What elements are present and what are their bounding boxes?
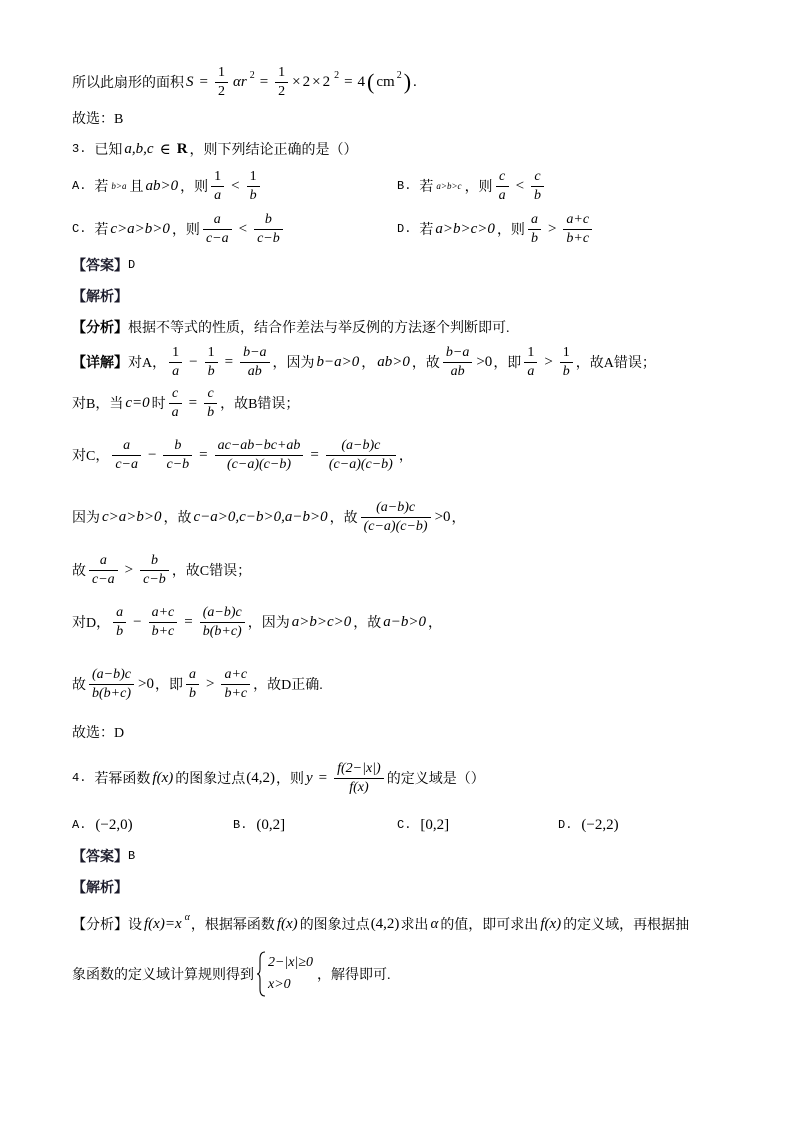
math-set-symbol: R: [176, 140, 188, 157]
fraction: [560, 345, 573, 380]
math-expression: 4: [357, 73, 366, 90]
math-operator: =: [188, 394, 198, 411]
math-expression: a,b,c: [124, 140, 154, 157]
fraction-denominator: ab: [247, 363, 262, 379]
fraction-denominator: b(b+c): [202, 623, 242, 639]
math-operator: =: [344, 73, 353, 90]
math-expression: ab>0: [377, 353, 410, 370]
fraction: [215, 438, 304, 473]
text-run: 【分析】设: [72, 918, 142, 933]
fraction-denominator: c−b: [143, 571, 166, 587]
fraction-denominator: b+c: [151, 623, 175, 639]
fraction-denominator: b: [207, 363, 215, 379]
fraction-numerator: (a−b)c: [326, 438, 396, 456]
fraction: [204, 386, 217, 421]
section-heading: 【解析】: [72, 881, 128, 896]
analysis-line-1: [72, 904, 689, 944]
math-expression: c>a>b>0: [102, 508, 162, 525]
parenthesis: (: [367, 69, 375, 94]
option-label: D.: [397, 222, 412, 236]
question-number: 3.: [72, 142, 87, 156]
unit-text: cm: [376, 73, 395, 90]
math-operator: ∈: [159, 141, 171, 158]
math-expression: f(x): [152, 769, 174, 786]
fraction-numerator: a: [528, 212, 541, 230]
option-label: B.: [233, 818, 248, 832]
fraction-numerator: a: [203, 212, 232, 230]
text-run: ，故D正确.: [253, 678, 323, 693]
superscript: 2: [396, 69, 402, 81]
fraction: [200, 605, 245, 640]
fraction: [89, 667, 134, 702]
fraction-denominator: c−b: [166, 456, 190, 472]
fraction-numerator: 1: [205, 345, 218, 363]
punctuation: .: [413, 73, 417, 90]
option-c: [397, 805, 450, 845]
fraction-denominator: a: [171, 404, 179, 420]
fraction-denominator: b(b+c): [92, 685, 131, 701]
detail-d-line-2: [72, 664, 323, 704]
text-run: ，即: [493, 356, 522, 371]
question-4-stem: [72, 758, 485, 798]
fraction: [163, 438, 192, 473]
text-run: ，则: [496, 223, 525, 238]
fraction: [169, 386, 182, 421]
fraction-denominator: b: [530, 230, 538, 246]
math-expression: a>b>c: [436, 181, 462, 191]
text-run: ，解得即可.: [317, 968, 391, 983]
superscript: 2: [334, 69, 340, 81]
math-expression: S: [186, 73, 194, 90]
text-run: 故: [72, 564, 86, 579]
fraction: [140, 553, 169, 588]
text-run: 对C，: [72, 449, 110, 464]
math-expression: >0: [476, 353, 493, 370]
text-run: 的图象过点: [299, 918, 370, 933]
text-run: ，: [428, 616, 443, 631]
text-run: ，则: [275, 772, 304, 787]
fraction-numerator: f(2−|x|): [334, 761, 384, 779]
fraction: [112, 438, 141, 473]
math-expression: ab>0: [145, 177, 179, 194]
area-formula-line: [72, 62, 418, 102]
fraction-numerator: 1: [211, 169, 224, 187]
inequality-system: [268, 952, 313, 996]
math-operator: −: [189, 353, 198, 370]
text-run: ，故: [353, 616, 382, 631]
text-run: 且: [129, 180, 144, 195]
math-operator: =: [310, 446, 319, 463]
fraction-numerator: b: [140, 553, 169, 571]
answer-value: B: [128, 849, 136, 863]
option-text: [0,2]: [420, 816, 450, 833]
fraction: [221, 667, 250, 702]
text-run: 若: [419, 180, 434, 195]
analysis-line: [72, 307, 510, 347]
math-operator: >: [205, 675, 215, 692]
math-operator: =: [259, 73, 269, 90]
fraction-denominator: b: [534, 187, 542, 203]
fraction-numerator: ac−ab−bc+ab: [215, 438, 304, 456]
fraction-numerator: a: [112, 438, 141, 456]
fraction: [211, 169, 224, 204]
fraction-numerator: a: [89, 553, 118, 571]
fraction-denominator: c−a: [115, 456, 139, 472]
fraction-denominator: 2: [217, 83, 225, 99]
text-run: 若: [419, 223, 434, 238]
math-expression: c−a>0,c−b>0,a−b>0: [193, 508, 328, 525]
fraction-denominator: c−a: [92, 571, 115, 587]
fraction-denominator: b: [188, 685, 196, 701]
fraction-numerator: c: [531, 169, 544, 187]
option-label: B.: [397, 179, 412, 193]
math-expression: α: [430, 915, 439, 932]
fraction-denominator: f(x): [349, 779, 369, 795]
text-run: 时: [151, 397, 166, 412]
fraction-denominator: (c−a)(c−b): [363, 518, 428, 534]
fraction-numerator: 1: [247, 169, 260, 187]
text-run: 已知: [94, 143, 123, 158]
math-operator: =: [184, 613, 193, 630]
fraction-denominator: c−b: [257, 230, 280, 246]
math-expression: y: [305, 769, 313, 786]
fraction-numerator: 1: [560, 345, 573, 363]
math-operator: >: [547, 220, 557, 237]
math-expression: b>a: [111, 181, 127, 191]
analysis-heading: [72, 867, 128, 907]
text-run: ，故: [411, 356, 440, 371]
math-operator: =: [199, 446, 208, 463]
fraction-denominator: b: [562, 363, 570, 379]
text-run: ，: [361, 356, 376, 371]
fraction: [326, 438, 396, 473]
fraction: [531, 169, 544, 204]
fraction: [275, 65, 288, 100]
fraction-denominator: 2: [278, 83, 286, 99]
fraction: [524, 345, 537, 380]
text-run: 对D，: [72, 616, 111, 631]
math-operator: >: [124, 561, 134, 578]
fraction-denominator: b+c: [566, 230, 590, 246]
text-run: ，故: [163, 511, 192, 526]
fraction-numerator: c: [496, 169, 509, 187]
superscript: 2: [249, 69, 255, 81]
detail-d-line-1: [72, 602, 442, 642]
fraction-numerator: b: [254, 212, 283, 230]
fraction-numerator: a: [186, 667, 199, 685]
math-expression: ×2×2: [292, 73, 333, 90]
text-run: ，故A错误；: [575, 356, 656, 371]
section-label: 【详解】: [72, 356, 128, 371]
fraction-denominator: a: [498, 187, 506, 203]
option-b: [233, 805, 286, 845]
fraction-numerator: 1: [524, 345, 537, 363]
fraction-numerator: (a−b)c: [89, 667, 134, 685]
text-run: ，则下列结论正确的是（）: [189, 143, 358, 158]
fraction-denominator: (c−a)(c−b): [328, 456, 393, 472]
option-a: [72, 166, 263, 206]
text-run: ，: [451, 511, 466, 526]
text-run: ，故B错误；: [220, 397, 300, 412]
fraction-numerator: a+c: [149, 605, 178, 623]
text-run: ，: [398, 449, 413, 464]
inequality-row: 2−|x|≥0: [268, 955, 314, 970]
answer-label: 【答案】: [72, 850, 128, 865]
text-run: ，因为: [272, 356, 315, 371]
text-run: 的图象过点: [175, 772, 246, 787]
fraction: [361, 500, 431, 535]
text-run: 的值，即可求出: [440, 918, 539, 933]
text-run: ，故C错误；: [171, 564, 252, 579]
fraction: [203, 212, 232, 247]
question-number: 4.: [72, 771, 87, 785]
fraction-numerator: b: [163, 438, 192, 456]
option-b: [397, 166, 547, 206]
fraction-numerator: a+c: [563, 212, 592, 230]
text-run: ，根据幂函数: [190, 918, 275, 933]
option-label: A.: [72, 818, 87, 832]
text-run: 故选：B: [72, 112, 124, 127]
text-run: 的定义域是（）: [386, 772, 485, 787]
fraction-denominator: a: [172, 363, 180, 379]
option-text: (0,2]: [256, 816, 286, 833]
fraction: [528, 212, 541, 247]
text-run: 求出: [400, 918, 429, 933]
fraction-denominator: b: [249, 187, 257, 203]
math-operator: <: [238, 220, 248, 237]
fraction-denominator: b+c: [224, 685, 248, 701]
fraction-numerator: 1: [169, 345, 182, 363]
detail-b-line: [72, 383, 299, 423]
fraction-denominator: b: [116, 623, 124, 639]
math-operator: <: [231, 177, 240, 194]
math-expression: (4,2): [246, 769, 275, 786]
text-run: ，则: [180, 180, 209, 195]
inequality-row: x>0: [268, 977, 291, 992]
left-brace-icon: [256, 951, 266, 997]
math-expression: αr: [232, 73, 247, 90]
fraction-numerator: b−a: [240, 345, 269, 363]
option-label: A.: [72, 179, 87, 193]
answer-label: 【答案】: [72, 259, 128, 274]
math-expression: >0: [434, 508, 451, 525]
superscript: α: [184, 911, 190, 923]
text-run: 所以此扇形的面积: [72, 76, 184, 91]
math-expression: b−a>0: [316, 353, 360, 370]
math-operator: <: [515, 177, 525, 194]
text-run: 根据不等式的性质，结合作差法与举反例的方法逐个判断即可.: [128, 321, 510, 336]
math-expression: f(x)=x: [144, 915, 182, 932]
fraction: [443, 345, 472, 380]
math-operator: −: [148, 446, 157, 463]
analysis-line-2: [72, 949, 391, 999]
fraction-numerator: (a−b)c: [200, 605, 245, 623]
fraction: [215, 65, 228, 100]
fraction-numerator: c: [204, 386, 217, 404]
text-run: 若: [94, 223, 109, 238]
text-run: 对A，: [128, 356, 167, 371]
math-expression: >0: [138, 675, 154, 692]
math-operator: =: [318, 769, 328, 786]
text-run: 故: [72, 678, 86, 693]
math-expression: f(x): [540, 915, 562, 932]
fraction: [113, 605, 126, 640]
option-d: [558, 805, 620, 845]
option-text: (−2,2): [581, 816, 619, 833]
detail-c-line-1: [72, 435, 413, 475]
fraction: [563, 212, 592, 247]
fraction: [254, 212, 283, 247]
text-run: 若: [94, 180, 109, 195]
text-run: 若幂函数: [94, 772, 151, 787]
math-expression: c>a>b>0: [110, 220, 170, 237]
parenthesis: ): [403, 69, 412, 94]
fraction: [247, 169, 260, 204]
math-expression: a>b>c>0: [291, 613, 352, 630]
fraction: [169, 345, 182, 380]
text-run: 因为: [72, 511, 100, 526]
text-run: 对B，当: [72, 397, 124, 412]
fraction: [89, 553, 118, 588]
math-operator: =: [199, 73, 208, 90]
text-run: 故选：D: [72, 726, 125, 741]
text-run: ，故: [329, 511, 358, 526]
detail-c-line-2: [72, 497, 466, 537]
option-label: C.: [72, 222, 87, 236]
option-d: [397, 209, 595, 249]
option-text: (−2,0): [95, 816, 133, 833]
option-label: C.: [397, 818, 412, 832]
fraction: [334, 761, 384, 796]
math-expression: a−b>0: [383, 613, 427, 630]
option-c: [72, 209, 286, 249]
text-run: 的定义域，再根据抽: [563, 918, 690, 933]
question-3-stem: [72, 129, 358, 169]
answer-value: D: [128, 258, 136, 272]
fraction-numerator: 1: [215, 65, 228, 83]
fraction-numerator: c: [169, 386, 182, 404]
fraction: [149, 605, 178, 640]
fraction: [240, 345, 269, 380]
fraction-numerator: b−a: [443, 345, 472, 363]
fraction-denominator: a: [527, 363, 535, 379]
detail-c-line-3: [72, 550, 251, 590]
fraction-numerator: a: [113, 605, 126, 623]
fraction-denominator: c−a: [205, 230, 229, 246]
text-run: 象函数的定义域计算规则得到: [72, 968, 254, 983]
option-label: D.: [558, 818, 573, 832]
fraction: [186, 667, 199, 702]
fraction: [205, 345, 218, 380]
math-operator: =: [224, 353, 234, 370]
math-expression: (4,2): [370, 915, 400, 932]
text-run: ，因为: [247, 616, 290, 631]
math-operator: −: [133, 613, 142, 630]
detail-a-line: [72, 342, 656, 382]
math-expression: f(x): [276, 915, 298, 932]
text-run: ，即: [154, 678, 183, 693]
text-run: ，则: [171, 223, 200, 238]
fraction-numerator: 1: [275, 65, 288, 83]
section-label: 【分析】: [72, 321, 128, 336]
section-heading: 【解析】: [72, 290, 128, 305]
text-run: ，则: [464, 180, 493, 195]
fraction-denominator: ab: [450, 363, 465, 379]
math-expression: a>b>c>0: [435, 220, 495, 237]
fraction-denominator: b: [207, 404, 215, 420]
fraction-denominator: a: [214, 187, 222, 203]
math-operator: >: [544, 353, 553, 370]
fraction-numerator: (a−b)c: [361, 500, 431, 518]
choice-line: [72, 712, 124, 752]
fraction-denominator: (c−a)(c−b): [227, 456, 291, 472]
fraction-numerator: a+c: [221, 667, 250, 685]
fraction: [496, 169, 509, 204]
math-expression: c=0: [125, 394, 150, 411]
